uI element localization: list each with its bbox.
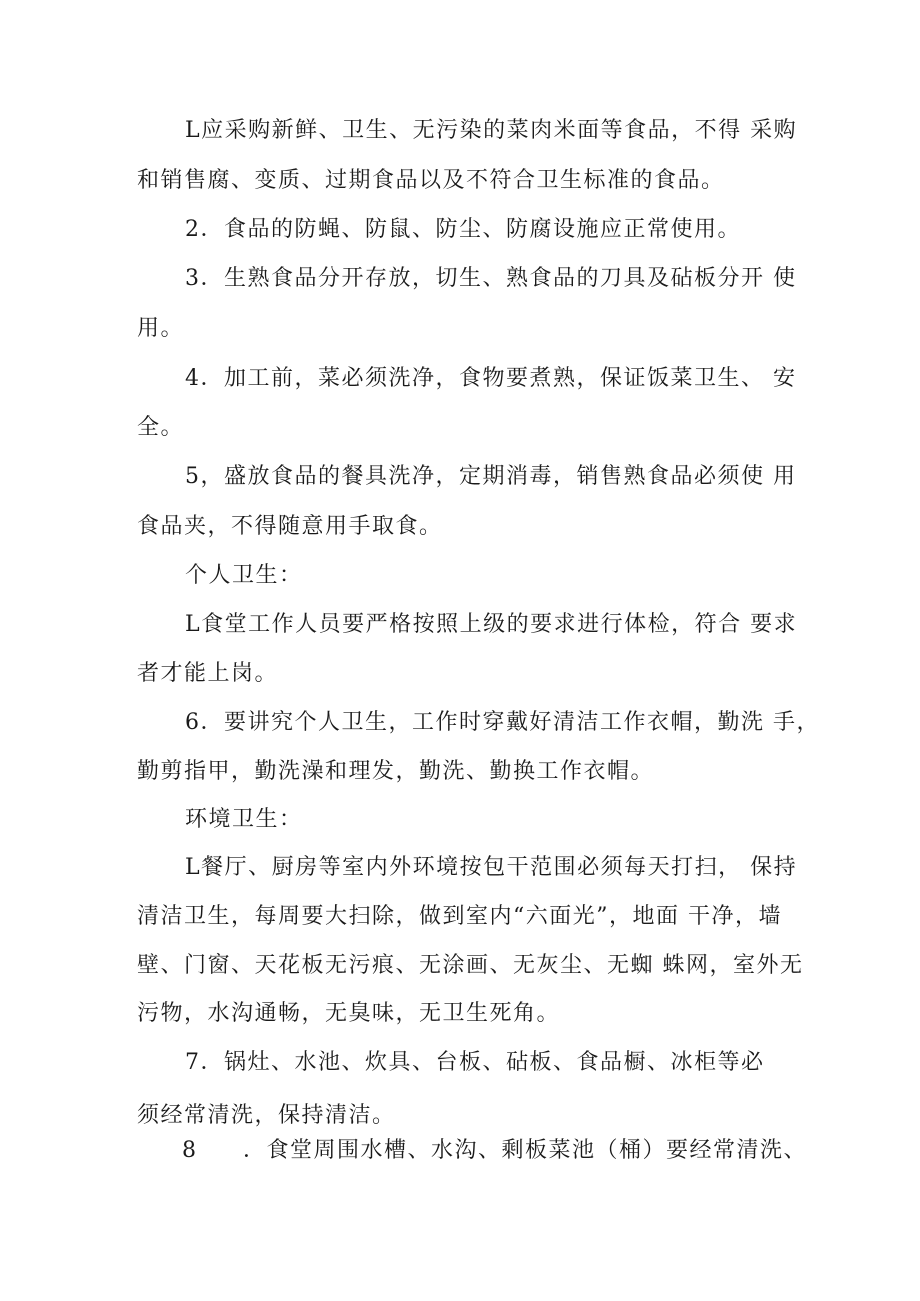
paragraph-line: 3．生熟食品分开存放，切生、熟食品的刀具及砧板分开 使 — [185, 266, 797, 291]
section-heading: 环境卫生： — [185, 807, 303, 832]
paragraph-line: ．食堂周围水槽、水沟、剩板菜池（桶）要经常清洗、 — [243, 1138, 808, 1163]
paragraph-line: 污物，水沟通畅，无臭味，无卫生死角。 — [137, 1001, 561, 1026]
section-heading: 个人卫生： — [185, 563, 303, 588]
paragraph-line: 者才能上岗。 — [137, 661, 279, 686]
paragraph-line: 勤剪指甲，勤洗澡和理发，勤洗、勤换工作衣帽。 — [137, 759, 655, 784]
paragraph-line: 壁、门窗、天花板无污痕、无涂画、无灰尘、无蜘 蛛网，室外无 — [137, 953, 804, 978]
list-number: 8 — [182, 1138, 196, 1163]
paragraph-line: L应采购新鲜、卫生、无污染的菜肉米面等食品，不得 采购 — [185, 118, 798, 143]
paragraph-line: L餐厅、厨房等室内外环境按包干范围必须每天打扫， 保持 — [185, 855, 798, 880]
paragraph-line: 6．要讲究个人卫生，工作时穿戴好清洁工作衣帽，勤洗 手， — [185, 710, 820, 735]
paragraph-line: 全。 — [137, 415, 185, 440]
paragraph-line: 和销售腐、变质、过期食品以及不符合卫生标准的食品。 — [137, 168, 725, 193]
paragraph-line: 4．加工前，菜必须洗净，食物要煮熟，保证饭菜卫生、 安 — [185, 366, 797, 391]
paragraph-line: 食品夹，不得随意用手取食。 — [137, 514, 443, 539]
paragraph-line: 7．锅灶、水池、炊具、台板、砧板、食品橱、冰柜等必 — [185, 1050, 765, 1075]
paragraph-line: 用。 — [137, 316, 185, 341]
paragraph-line: 须经常清洗，保持清洁。 — [137, 1103, 396, 1128]
paragraph-line: L食堂工作人员要严格按照上级的要求进行体检，符合 要求 — [185, 612, 798, 637]
paragraph-line: 2．食品的防蝇、防鼠、防尘、防腐设施应正常使用。 — [185, 217, 741, 242]
paragraph-line: 5，盛放食品的餐具洗净，定期消毒，销售熟食品必须使 用 — [185, 464, 797, 489]
paragraph-line: 清洁卫生，每周要大扫除，做到室内“六面光”，地面 干净，墙 — [137, 904, 782, 929]
